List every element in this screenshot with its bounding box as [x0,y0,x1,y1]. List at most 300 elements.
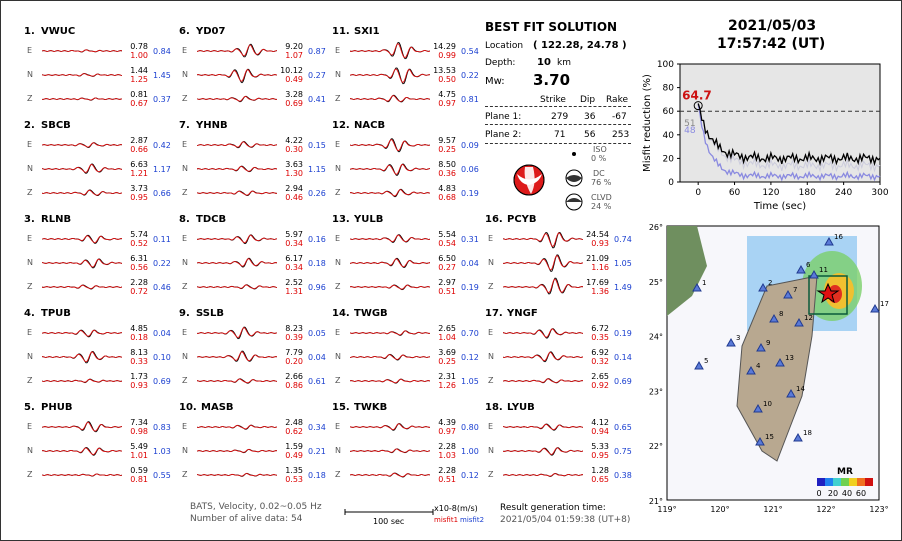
misfit1-value: 0.34 [285,239,303,248]
misfit1-value: 0.56 [130,263,148,272]
component-label: N [335,352,341,361]
station-number: 2 [768,279,773,287]
component-label: Z [335,188,341,197]
station-title: 2. [24,120,35,131]
peak-amplitude: 2.65 [591,372,609,381]
station-number: 6 [806,261,811,269]
misfit-reduction-chart [630,58,892,218]
synthetic-trace [197,96,277,101]
peak-amplitude: 5.49 [130,442,148,451]
table-bottom-line [485,143,631,144]
peak-amplitude: 24.54 [586,230,609,239]
synthetic-trace [350,379,430,383]
colorbar-title: MR [837,467,853,477]
misfit1-value: 0.92 [591,381,609,390]
station-title: 4. [24,308,35,319]
misfit1-value: 0.32 [591,357,609,366]
station-number: 13 [785,354,794,362]
station-number: 14 [796,385,805,393]
observed-trace [503,255,583,272]
peak-amplitude: 14.29 [433,42,456,51]
misfit2-value: 1.49 [614,283,632,292]
lon-label: 120° [710,505,730,514]
waveform-trace [42,440,122,462]
synthetic-trace [42,285,122,288]
synthetic-trace [42,190,122,195]
header-rake: Rake [606,95,628,105]
iso-dot-icon [571,151,577,157]
lon-label: 122° [816,505,836,514]
misfit2-value: 1.05 [461,377,479,386]
misfit1-value: 1.01 [130,451,148,460]
component-label: Z [27,282,33,291]
synthetic-trace [42,422,122,431]
misfit2-value: 0.37 [153,95,171,104]
misfit2-value: 0.66 [153,189,171,198]
y-tick-label: 60 [662,107,674,118]
colorbar-tick: 20 [827,489,839,498]
misfit1-value: 1.04 [438,333,456,342]
synthetic-trace [350,331,430,335]
waveform-trace [503,440,583,462]
component-label: Z [488,470,494,479]
synthetic-trace [350,44,430,58]
peak-amplitude: 5.54 [438,230,456,239]
peak-amplitude: 2.66 [285,372,303,381]
peak-amplitude: 7.79 [285,348,303,357]
misfit2-value: 1.15 [308,165,326,174]
event-time: 17:57:42 (UT) [717,36,826,52]
component-label: Z [488,282,494,291]
lat-label: 22° [648,442,663,452]
generation-time: 2021/05/04 01:59:38 (UT+8) [500,515,631,525]
peak-amplitude: 8.23 [285,324,303,333]
station-title: 18. [485,402,503,413]
component-label: N [182,164,188,173]
peak-amplitude: 4.83 [438,184,456,193]
component-label: E [182,234,188,243]
misfit2-value: 0.16 [308,235,326,244]
misfit1-value: 0.65 [591,475,609,484]
x-tick-label: 240 [835,188,853,198]
misfit1-value: 1.30 [285,169,303,178]
peak-amplitude: 17.69 [586,278,609,287]
station-code: LYUB [507,402,535,413]
peak-amplitude: 2.52 [285,278,303,287]
component-label: E [27,46,33,55]
depth-unit: km [557,58,571,68]
clvd-value: 24 % [591,202,612,211]
colorbar-segment [833,478,841,486]
synthetic-trace [42,352,122,362]
iso-value: 0 % [591,154,607,163]
misfit2-value: 0.22 [153,259,171,268]
waveform-trace [197,322,277,344]
time-scalebar [344,508,434,516]
station-code: YHNB [196,120,228,131]
waveform-trace [197,158,277,180]
waveform-trace [350,252,430,274]
peak-amplitude: 8.13 [130,348,148,357]
peak-amplitude: 3.28 [285,90,303,99]
misfit2-value: 0.12 [461,471,479,480]
station-number: 12 [804,314,813,322]
component-label: N [182,70,188,79]
lon-label: 121° [763,505,783,514]
component-label: Z [27,470,33,479]
component-label: Z [335,376,341,385]
misfit2-value: 0.27 [308,71,326,80]
misfit1-value: 0.36 [438,169,456,178]
lon-label: 123° [869,505,889,514]
component-label: N [335,70,341,79]
component-label: N [335,164,341,173]
synthetic-trace [350,449,430,452]
station-code: YD07 [196,26,226,37]
component-label: N [27,258,33,267]
synthetic-trace [503,379,583,383]
station-number: 7 [793,286,798,294]
misfit1-value: 1.00 [130,51,148,60]
colorbar-segment [841,478,849,486]
synthetic-trace [197,474,277,477]
misfit1-value: 0.49 [285,451,303,460]
peak-amplitude: 7.34 [130,418,148,427]
misfit2-legend: misfit2 [460,516,485,524]
misfit2-value: 0.54 [461,47,479,56]
synthetic-trace [350,164,430,174]
beachball-icon [512,163,546,197]
misfit2-value: 0.69 [614,377,632,386]
component-label: E [27,328,33,337]
lat-label: 24° [648,332,663,342]
depth-value: 10 [537,57,551,68]
y-axis-label: Misfit reduction (%) [642,74,653,172]
synthetic-trace [42,448,122,455]
amplitude-units: x10-8(m/s) [434,504,478,513]
component-label: E [27,234,33,243]
header-dip: Dip [580,95,596,105]
synthetic-trace [42,379,122,382]
station-code: RLNB [41,214,72,225]
waveform-trace [42,370,122,392]
waveform-trace [42,64,122,86]
dc-icon [565,169,583,187]
component-label: N [27,164,33,173]
component-label: N [182,258,188,267]
station-title: 16. [485,214,503,225]
station-code: VWUC [41,26,76,37]
misfit2-value: 0.21 [308,447,326,456]
station-number: 1 [702,279,707,287]
plane2-strike: 71 [554,130,566,140]
waveform-trace [350,64,430,86]
waveform-trace [350,182,430,204]
depth-label: Depth: [485,58,516,68]
synthetic-trace [503,424,583,429]
misfit1-value: 0.97 [438,99,456,108]
peak-amplitude: 1.59 [285,442,303,451]
station-code: SXI1 [354,26,380,37]
colorbar-segment [825,478,833,486]
station-code: YNGF [507,308,538,319]
synthetic-trace [350,355,430,360]
peak-amplitude: 10.12 [280,66,303,75]
station-title: 13. [332,214,350,225]
misfit2-value: 1.17 [153,165,171,174]
misfit1-value: 1.26 [438,381,456,390]
component-label: Z [27,94,33,103]
misfit2-value: 0.04 [153,329,171,338]
synthetic-trace [350,235,430,242]
misfit1-value: 1.03 [438,451,456,460]
label-51: 51 [684,118,696,129]
footer-alive: Number of alive data: 54 [190,514,303,524]
misfit1-value: 0.68 [438,193,456,202]
peak-amplitude: 6.92 [591,348,609,357]
synthetic-trace [42,143,122,147]
misfit2-value: 0.18 [308,471,326,480]
peak-amplitude: 9.57 [438,136,456,145]
station-number: 16 [834,233,843,241]
plane1-label: Plane 1: [485,112,522,122]
misfit1-value: 0.54 [438,239,456,248]
synthetic-trace [503,352,583,360]
peak-amplitude: 1.35 [285,466,303,475]
waveform-trace [350,158,430,180]
synthetic-trace [350,69,430,82]
misfit1-value: 1.16 [591,263,609,272]
station-title: 7. [179,120,190,131]
waveform-trace [350,322,430,344]
peak-amplitude: 8.50 [438,160,456,169]
component-label: E [182,46,188,55]
waveform-trace [350,88,430,110]
iso-label: ISO [593,145,607,154]
misfit2-value: 0.61 [308,377,326,386]
misfit1-value: 0.53 [285,475,303,484]
waveform-trace [350,370,430,392]
station-title: 11. [332,26,350,37]
colorbar-tick: 0 [816,489,822,498]
misfit2-value: 0.15 [308,141,326,150]
synthetic-trace [42,98,122,100]
station-code: SBCB [41,120,71,131]
waveform-trace [503,322,583,344]
station-title: 14. [332,308,350,319]
mw-label: Mw: [485,76,505,87]
plane2-dip: 56 [584,130,596,140]
y-tick-label: 40 [662,130,674,141]
station-number: 18 [803,429,812,437]
peak-amplitude: 6.63 [130,160,148,169]
station-title: 17. [485,308,503,319]
waveform-trace [197,276,277,298]
misfit2-value: 0.41 [308,95,326,104]
misfit2-value: 1.00 [461,447,479,456]
synthetic-trace [42,50,122,52]
waveform-trace [42,276,122,298]
waveform-trace [350,276,430,298]
waveform-trace [503,464,583,486]
misfit1-value: 1.07 [285,51,303,60]
peak-amplitude: 5.33 [591,442,609,451]
waveform-trace [42,158,122,180]
misfit2-value: 0.18 [308,259,326,268]
misfit2-value: 0.14 [614,353,632,362]
misfit2-value: 0.83 [153,423,171,432]
location-label: Location [485,41,524,51]
misfit1-value: 0.81 [130,475,148,484]
misfit1-value: 0.94 [591,427,609,436]
header-strike: Strike [540,95,566,105]
misfit2-value: 0.70 [461,329,479,338]
waveform-trace [197,370,277,392]
misfit2-value: 0.42 [153,141,171,150]
waveform-trace [42,322,122,344]
misfit1-value: 0.34 [285,263,303,272]
station-title: 12. [332,120,350,131]
synthetic-trace [503,256,583,270]
component-label: N [27,352,33,361]
station-title: 3. [24,214,35,225]
misfit1-value: 0.30 [285,145,303,154]
synthetic-trace [503,233,583,247]
synthetic-trace [197,352,277,361]
waveform-trace [42,134,122,156]
misfit2-value: 0.12 [461,353,479,362]
peak-amplitude: 4.85 [130,324,148,333]
table-top-line [485,106,631,107]
component-label: N [27,70,33,79]
component-label: E [182,328,188,337]
misfit1-value: 0.51 [438,287,456,296]
peak-amplitude: 0.59 [130,466,148,475]
peak-amplitude: 6.31 [130,254,148,263]
synthetic-trace [197,449,277,452]
waveform-trace [42,252,122,274]
peak-amplitude: 2.65 [438,324,456,333]
x-tick-label: 300 [871,188,889,198]
colorbar-tick: 40 [841,489,853,498]
waveform-trace [197,346,277,368]
synthetic-trace [197,166,277,171]
synthetic-trace [197,45,277,56]
waveform-trace [42,464,122,486]
station-title: 15. [332,402,350,413]
synthetic-trace [197,191,277,195]
station-code: TWGB [354,308,388,319]
station-code: PCYB [507,214,537,225]
misfit2-value: 0.19 [461,283,479,292]
misfit1-value: 0.20 [285,357,303,366]
plane2-rake: 253 [612,130,630,140]
misfit2-value: 0.74 [614,235,632,244]
waveform-trace [350,440,430,462]
plane1-strike: 279 [551,112,569,122]
misfit1-legend: misfit1 [434,516,459,524]
component-label: N [182,352,188,361]
x-tick-label: 60 [728,188,741,198]
station-code: TWKB [354,402,388,413]
station-title: 10. [179,402,197,413]
waveform-trace [503,276,583,298]
event-date: 2021/05/03 [728,18,817,34]
component-label: E [335,46,341,55]
component-label: E [27,422,33,431]
waveform-trace [350,228,430,250]
component-label: N [182,446,188,455]
component-label: E [335,328,341,337]
misfit2-value: 0.80 [461,423,479,432]
peak-amplitude: 2.28 [438,442,456,451]
misfit1-value: 0.27 [438,263,456,272]
mw-value: 3.70 [533,71,571,89]
misfit2-value: 1.45 [153,71,171,80]
station-number: 5 [704,357,709,365]
misfit2-value: 0.19 [614,329,632,338]
misfit2-value: 0.69 [153,377,171,386]
misfit1-value: 0.93 [130,381,148,390]
component-label: Z [182,470,188,479]
misfit1-value: 1.21 [130,169,148,178]
peak-amplitude: 21.09 [586,254,609,263]
station-code: TDCB [196,214,227,225]
waveform-trace [350,134,430,156]
station-code: PHUB [41,402,73,413]
misfit2-value: 0.65 [614,423,632,432]
dc-label: DC [593,169,605,178]
peak-label: 64.7 [682,88,712,103]
y-tick-label: 0 [668,178,674,188]
synthetic-trace [350,424,430,430]
synthetic-trace [197,142,277,147]
misfit1-value: 0.95 [130,193,148,202]
waveform-trace [503,228,583,250]
waveform-trace [503,370,583,392]
misfit1-value: 0.67 [130,99,148,108]
synthetic-trace [42,236,122,243]
x-tick-label: 180 [798,188,816,198]
station-code: MASB [201,402,234,413]
component-label: Z [335,470,341,479]
y-tick-label: 80 [662,83,674,94]
station-title: 6. [179,26,190,37]
y-tick-label: 100 [656,60,674,70]
station-number: 10 [763,400,772,408]
waveform-trace [197,182,277,204]
peak-amplitude: 3.69 [438,348,456,357]
misfit1-value: 1.31 [285,287,303,296]
misfit1-value: 0.98 [130,427,148,436]
synthetic-trace [503,474,583,477]
waveform-trace [42,416,122,438]
component-label: Z [182,94,188,103]
colorbar-segment [865,478,873,486]
observed-trace [197,69,277,82]
station-code: YULB [354,214,384,225]
label-48: 48 [684,125,696,136]
waveform-trace [503,252,583,274]
misfit1-value: 0.52 [130,239,148,248]
component-label: Z [182,282,188,291]
x-tick-label: 0 [695,188,702,198]
colorbar-segment [849,478,857,486]
table-mid-line [485,124,631,125]
misfit2-value: 0.04 [461,259,479,268]
station-number: 4 [756,362,761,370]
misfit2-value: 0.10 [153,353,171,362]
